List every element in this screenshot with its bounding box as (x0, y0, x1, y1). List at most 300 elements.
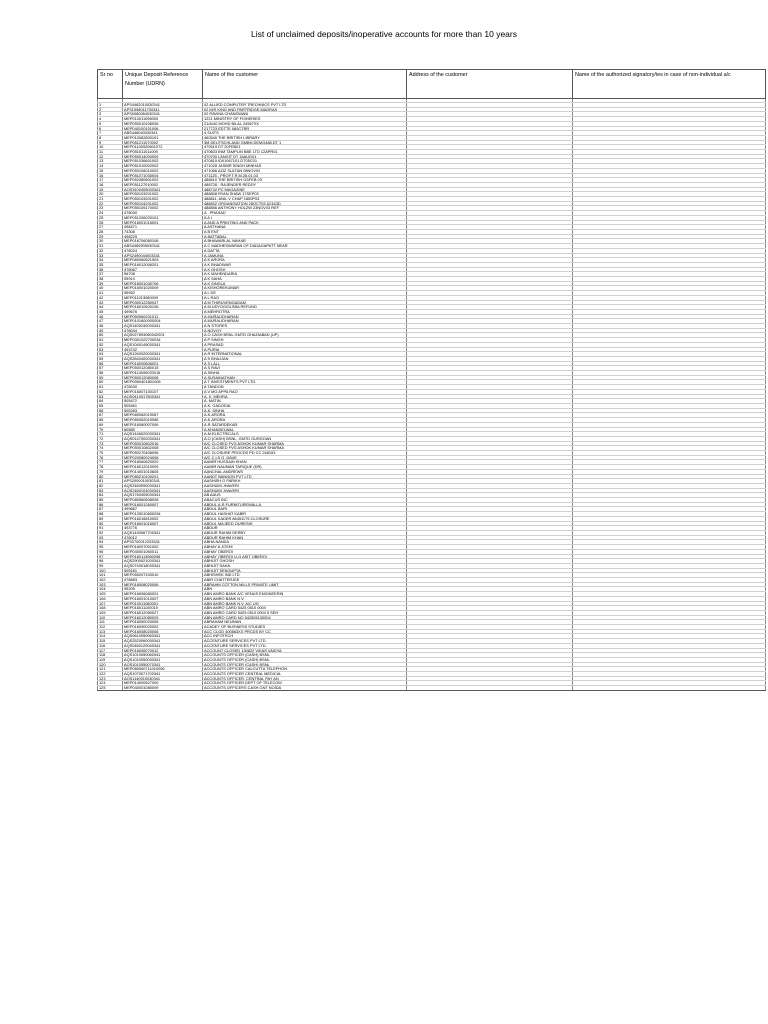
customer-name-cell: 488610 THE BRITISH OSFEB 03 (203, 178, 407, 183)
sr-no-cell: 68 (98, 418, 123, 423)
customer-name-cell: A S RAVI (203, 366, 407, 371)
customer-name-cell: ABDUL KADER 86451179-CLOSURE (203, 516, 407, 521)
udrn-cell: MEP016012080029 (123, 615, 203, 620)
customer-name-cell: AAMIR NAUMAN TARIQUE (DR) (203, 465, 407, 470)
udrn-cell: MEP016011100019 (123, 606, 203, 611)
sr-no-cell: 60 (98, 380, 123, 385)
customer-name-cell: ACCENTURE SERVICES PVT LTD. (203, 639, 407, 644)
udrn-cell: AQS2840400030341 (123, 356, 203, 361)
sr-no-cell: 31 (98, 244, 123, 249)
sr-no-cell: 96 (98, 549, 123, 554)
sr-no-cell: 123 (98, 676, 123, 681)
udrn-cell: MEP014001010605 (123, 469, 203, 474)
udrn-cell: MEP016007001002 (123, 545, 203, 550)
customer-name-cell: ABDUL MAJEED QURESHI (203, 521, 407, 526)
customer-name-cell: ACCOUNTS OFFICERS CASH GNT NOIDA (203, 686, 407, 691)
udrn-cell: 505181 (123, 568, 203, 573)
udrn-cell: MEP0114090020016 (123, 371, 203, 376)
udrn-cell: MEP051011011009 (123, 150, 203, 155)
customer-name-cell: 471066 AZIZ SULTAN 08NOV02 (203, 168, 407, 173)
customer-name-cell: A L DE (203, 291, 407, 296)
sr-no-cell: 56 (98, 361, 123, 366)
sr-no-cell: 121 (98, 667, 123, 672)
sr-no-cell: 79 (98, 469, 123, 474)
sr-no-cell: 20 (98, 192, 123, 197)
udrn-cell: MEP016008020006 (123, 582, 203, 587)
customer-name-cell: ABHIJIT GHOSH (203, 559, 407, 564)
sr-no-cell: 90 (98, 521, 123, 526)
customer-name-cell: A P SINGH (203, 338, 407, 343)
customer-name-cell: ABHAY OBEROI U-G ASIT OBEROI (203, 554, 407, 559)
udrn-cell: MEP016001260007 (123, 502, 203, 507)
sr-no-cell: 45 (98, 309, 123, 314)
customer-name-cell: A KISHOREKUMAR (203, 286, 407, 291)
customer-name-cell: 3M DEUTSCHLAND GMBH,DEMG488,DT 1 (203, 140, 407, 145)
customer-name-cell: A MEHROTRA (203, 309, 407, 314)
udrn-cell: 505283 (123, 408, 203, 413)
customer-name-cell: A R INTERNATIONAL (203, 352, 407, 357)
sr-no-cell: 101 (98, 573, 123, 578)
sr-no-cell: 22 (98, 201, 123, 206)
customer-name-cell: A K BHADWAR (203, 262, 407, 267)
udrn-cell: AQS027893060042001 (123, 333, 203, 338)
udrn-cell: 493742 (123, 347, 203, 352)
sr-no-cell: 67 (98, 413, 123, 418)
customer-name-cell: 488811, ANIL V CHAP 1850P03 (203, 197, 407, 202)
customer-name-cell: ABDUL BARI (203, 507, 407, 512)
customer-name-cell: ABN AMRO CARD 5425 0510 0004 (203, 606, 407, 611)
customer-name-cell: ACCOUNTS OFFICER, CENTRAL PAY AN (203, 676, 407, 681)
customer-name-cell: 471125 - PROF.T.R.M.26.01.03 (203, 173, 407, 178)
customer-name-cell: A M THIRUVENGADAM (203, 300, 407, 305)
udrn-cell: AQS0147002030341 (123, 436, 203, 441)
udrn-cell: MEP030012280047 (123, 300, 203, 305)
sr-no-cell: 107 (98, 601, 123, 606)
sr-no-cell: 12 (98, 154, 123, 159)
sr-no-cell: 30 (98, 239, 123, 244)
sr-no-cell: 89 (98, 516, 123, 521)
udrn-cell: AQS1140010030341 (123, 676, 203, 681)
customer-name-cell: 21/A/40 MOHD BILAL 24567XX (203, 121, 407, 126)
udrn-cell: MEP040100101006 (123, 126, 203, 131)
table-header-row (98, 70, 766, 99)
udrn-cell: AQS2900021030341 (123, 559, 203, 564)
udrn-cell: AQS1260020030341 (123, 352, 203, 357)
customer-name-cell: ACADEY OF BUSINESS STUDIES (203, 625, 407, 630)
sr-no-cell: 93 (98, 535, 123, 540)
udrn-cell: MEP050012080008 (123, 375, 203, 380)
header-authorized-signatory: Name of the authorized signatory/ies in case of non-individual a/c (573, 70, 766, 99)
sr-no-cell: 99 (98, 563, 123, 568)
sr-no-cell: 3 (98, 112, 123, 117)
sr-no-cell: 43 (98, 300, 123, 305)
udrn-cell: MEP050014000009 (123, 154, 203, 159)
customer-name-cell: AANCHAL ANDREWS (203, 469, 407, 474)
udrn-cell: MEP0160113060006 (123, 554, 203, 559)
udrn-cell: MEP051036601002 (123, 159, 203, 164)
customer-name-cell: ACCENTURE SERVICES PVT LTD. (203, 643, 407, 648)
udrn-cell: MEP0301022700034 (123, 338, 203, 343)
customer-name-cell: ABRAHAM NEUMAN (203, 620, 407, 625)
sr-no-cell: 122 (98, 672, 123, 677)
udrn-cell: MEP050105170002 (123, 206, 203, 211)
customer-name-cell: 217723 EDTTE 060CTRR (203, 126, 407, 131)
sr-no-cell: 92 (98, 530, 123, 535)
udrn-cell: MEP020080024008 (123, 455, 203, 460)
sr-no-cell: 108 (98, 606, 123, 611)
sr-no-cell: 113 (98, 629, 123, 634)
customer-name-cell: A K MAHENDARIA (203, 272, 407, 277)
customer-name-cell: ABN AMRO CARD 5425 0510 0004 5 SEH (203, 610, 407, 615)
customer-name-cell: ABN AMRO BANK N.V. A/C UG (203, 601, 407, 606)
udrn-cell: 478030 (123, 385, 203, 390)
udrn-cell: MEP016090020002 (123, 625, 203, 630)
customer-name-cell: 470519 DT 20FEB01 (203, 145, 407, 150)
sr-no-cell: 2 (98, 107, 123, 112)
udrn-cell: AQS1446020030341 (123, 432, 203, 437)
sr-no-cell: 97 (98, 554, 123, 559)
customer-name-cell: ABIR CHATTERJEE (203, 578, 407, 583)
udrn-cell: AQS1010050070341 (123, 662, 203, 667)
udrn-cell: MEP016001020009 (123, 286, 203, 291)
customer-name-cell: 471028 JASBIR SINGH MINHAS (203, 164, 407, 169)
udrn-cell: 493776 (123, 526, 203, 531)
customer-name-cell: A NOVOY (203, 328, 407, 333)
customer-name-cell: 470603 INM TAMPLIN BBE LTD 12APR01 (203, 150, 407, 155)
customer-name-cell: 02 RAVINA CHANDWANI (203, 112, 407, 117)
udrn-cell: MEP080062019086 (123, 418, 203, 423)
sr-no-cell: 77 (98, 460, 123, 465)
sr-no-cell: 32 (98, 248, 123, 253)
sr-no-cell: 24 (98, 211, 123, 216)
udrn-cell: APS0080064030341 (123, 112, 203, 117)
sr-no-cell: 70 (98, 427, 123, 432)
sr-no-cell: 98 (98, 559, 123, 564)
udrn-cell: MEP080060621903 (123, 258, 203, 263)
customer-name-cell: A/C CLOSURE PROCDS PD CC 248153 (203, 451, 407, 456)
udrn-cell: MEP080060711010006 (123, 667, 203, 672)
customer-name-cell: A A I (203, 215, 407, 220)
sr-no-cell: 39 (98, 281, 123, 286)
customer-name-cell: A.M.ELECTRICALS (203, 432, 407, 437)
customer-name-cell: AB AAUS (203, 493, 407, 498)
customer-name-cell: ABHIJIT SENGUPTA (203, 568, 407, 573)
udrn-cell: APS4462010030341 (123, 103, 203, 108)
udrn-cell: AQS1040149030341 (123, 342, 203, 347)
customer-name-cell: A M UDYOG/SLSBA REFUND (203, 305, 407, 310)
customer-name-cell: ACCOUNTS OFFICER CALCUTTA TELEPHON (203, 667, 407, 672)
customer-name-cell: ABDUR (203, 526, 407, 531)
udrn-cell: MEP016001040706 (123, 281, 203, 286)
sr-no-cell: 71 (98, 432, 123, 437)
customer-name-cell: A/C CLOSED FVG ASHOK KUMAR SHARMA (203, 441, 407, 446)
sr-no-cell: 74 (98, 446, 123, 451)
sr-no-cell: 1 (98, 103, 123, 108)
sr-no-cell: 49 (98, 328, 123, 333)
sr-no-cell: 53 (98, 347, 123, 352)
customer-name-cell: 02 M/S KING AND PARTRIDGE,MADRAS (203, 107, 407, 112)
udrn-cell: AQS0740018030341 (123, 563, 203, 568)
customer-name-cell: ABN AMRO BANK A/C VENUS ENGINEERIN (203, 592, 407, 597)
udrn-cell: MEP016050020005 (123, 620, 203, 625)
udrn-cell: MEP016706080106 (123, 239, 203, 244)
customer-name-cell: 02 ALLIED COMPUTER TRECHNICS PVT LTD (203, 103, 407, 108)
sr-no-cell: 42 (98, 295, 123, 300)
udrn-cell: MEP016012010009 (123, 465, 203, 470)
udrn-cell: MEP016010620106 (123, 305, 203, 310)
customer-name-cell: A T INVESTMENTS PVT LTD. (203, 380, 407, 385)
udrn-cell: AQS3100405030341 (123, 187, 203, 192)
sr-no-cell: 5 (98, 121, 123, 126)
sr-no-cell: 80 (98, 474, 123, 479)
sr-no-cell: 29 (98, 234, 123, 239)
sr-no-cell: 78 (98, 465, 123, 470)
sr-no-cell: 83 (98, 488, 123, 493)
customer-name-cell: ABN AMRO CARD NO 542505130004 (203, 615, 407, 620)
udrn-cell: MEP050010802016 (123, 441, 203, 446)
customer-name-cell: ABHA NANDA (203, 540, 407, 545)
customer-name-cell: A TANDON (203, 385, 407, 390)
customer-name-cell: ABHIJIT SAHA (203, 563, 407, 568)
address-cell (407, 686, 573, 691)
sr-no-cell: 115 (98, 639, 123, 644)
sr-no-cell: 86 (98, 502, 123, 507)
udrn-cell: MEP052080601002 (123, 178, 203, 183)
udrn-cell: AQS1010050060341 (123, 653, 203, 658)
sr-no-cell: 55 (98, 356, 123, 361)
customer-name-cell: A AND A PRINTING AND PACK (203, 220, 407, 225)
udrn-cell: MEP080210100201 (123, 474, 203, 479)
sr-no-cell: 73 (98, 441, 123, 446)
table-row (98, 686, 766, 691)
customer-name-cell: A SUSAINATHAN (203, 375, 407, 380)
customer-name-cell: AASHUMI JHAVERI (203, 483, 407, 488)
udrn-cell: 60585 (123, 427, 203, 432)
customer-name-cell: ABHAY A JOSHI (203, 545, 407, 550)
udrn-cell: 95952 (123, 291, 203, 296)
sr-no-cell: 69 (98, 422, 123, 427)
udrn-cell: AQS1010050030341 (123, 657, 203, 662)
customer-name-cell: ABDUR RAHIM KHAN (203, 535, 407, 540)
sr-no-cell: 61 (98, 385, 123, 390)
udrn-cell: 478012 (123, 535, 203, 540)
sr-no-cell: 41 (98, 291, 123, 296)
customer-name-cell: ABDUL.A.R.FURNITUREWALLA (203, 502, 407, 507)
sr-no-cell: 46 (98, 314, 123, 319)
sr-no-cell: 38 (98, 277, 123, 282)
sr-no-cell: 44 (98, 305, 123, 310)
udrn-cell: 478067 (123, 267, 203, 272)
sr-no-cell: 33 (98, 253, 123, 258)
customer-name-cell: ACCOUNT CLOSED 130822 VIKAS VAIDYA (203, 648, 407, 653)
sr-no-cell: 6 (98, 126, 123, 131)
udrn-cell: MEP050270406096 (123, 451, 203, 456)
customer-name-cell: A DATTA (203, 248, 407, 253)
udrn-cell: MEP051211070002 (123, 140, 203, 145)
customer-name-cell: ABACUS INC (203, 498, 407, 503)
customer-name-cell: ACCOUNTS OFFICER (CASH) BSNL (203, 662, 407, 667)
sr-no-cell: 66 (98, 408, 123, 413)
page-title: List of unclaimed deposits/inoperative accounts for more than 10 years (250, 29, 517, 39)
udrn-cell: 498229 (123, 234, 203, 239)
udrn-cell: AQS0610050060341 (123, 634, 203, 639)
sr-no-cell: 87 (98, 507, 123, 512)
customer-name-cell: A C MADHESWARAN OF DADAGAPATT NEAR (203, 244, 407, 249)
unclaimed-deposits-table (97, 69, 766, 691)
udrn-cell: 96708 (123, 272, 203, 277)
udrn-cell: MEP010011096000 (123, 117, 203, 122)
customer-name-cell: AAMIR HUSSAIN KHAN (203, 460, 407, 465)
udrn-cell: AQS1070071700341 (123, 672, 203, 677)
sr-no-cell: 63 (98, 394, 123, 399)
sr-no-cell: 105 (98, 592, 123, 597)
sr-no-cell: 95 (98, 545, 123, 550)
customer-name-cell: A/C C.LS G .DAVE (203, 455, 407, 460)
udrn-cell: MEP050103201002 (123, 197, 203, 202)
udrn-cell: 499676 (123, 309, 203, 314)
sr-no-cell: 15 (98, 168, 123, 173)
customer-name-cell: A. MATIN (203, 399, 407, 404)
udrn-cell: MEP050207100010 (123, 573, 203, 578)
sr-no-cell: 9 (98, 140, 123, 145)
customer-name-cell: A S BHAJJAN (203, 356, 407, 361)
customer-name-cell: 470815 ID01067101 DT05C01 (203, 159, 407, 164)
sr-no-cell: 64 (98, 399, 123, 404)
customer-name-cell: A K SAHA (203, 277, 407, 282)
sr-no-cell: 91 (98, 526, 123, 531)
udrn-cell: MEP051071030004 (123, 173, 203, 178)
udrn-cell: APS1998011700341 (123, 107, 203, 112)
customer-name-cell: A MURALIDHARAN (203, 319, 407, 324)
sr-no-cell: 40 (98, 286, 123, 291)
udrn-cell: MEP0125010600034 (123, 512, 203, 517)
customer-name-cell: A O CASH BSNL GMTD GHAZIABAD (UP) (203, 333, 407, 338)
customer-name-cell: 488742 PC MAGAZINE (203, 187, 407, 192)
customer-name-cell: ABN AMRO BANK N.V. (203, 596, 407, 601)
udrn-cell: MEP050060201011 (123, 314, 203, 319)
header-customer-address: Address of the customer (407, 70, 573, 99)
sr-no-cell: 72 (98, 436, 123, 441)
customer-name-cell: A BHAWARLAL NAHAR (203, 239, 407, 244)
customer-name-cell: A.K. SINHA (203, 408, 407, 413)
sr-no-cell: 62 (98, 389, 123, 394)
udrn-cell: AQS2520060030341 (123, 639, 203, 644)
customer-name-cell: A B ENT (203, 229, 407, 234)
sr-no-cell: 111 (98, 620, 123, 625)
customer-name-cell: A ASTHANA (203, 225, 407, 230)
sr-no-cell: 10 (98, 145, 123, 150)
customer-name-cell: ACC INFOTECH (203, 634, 407, 639)
customer-name-cell: ABDUL HASHAT KABIR (203, 512, 407, 517)
customer-name-cell: AASHUMI JHAVERI (203, 488, 407, 493)
udrn-cell: MEP016000806001 (123, 361, 203, 366)
sr-no-cell: 37 (98, 272, 123, 277)
customer-name-cell: A.KHANDELWAL (203, 427, 407, 432)
sr-no-cell: 125 (98, 686, 123, 691)
udrn-cell: MEP050012080015 (123, 366, 203, 371)
customer-name-cell: A.K.ARORA (203, 418, 407, 423)
customer-name-cell: A N STORES (203, 324, 407, 329)
sr-no-cell: 75 (98, 451, 123, 456)
udrn-cell: MEP051010002002 (123, 164, 203, 169)
udrn-cell: MEP016060620020 (123, 460, 203, 465)
udrn-cell: AQS2460090030341 (123, 483, 203, 488)
udrn-cell: MEP010082800101 (123, 135, 203, 140)
udrn-cell: 478683 (123, 578, 203, 583)
sr-no-cell: 104 (98, 587, 123, 592)
customer-name-cell: A L RAO (203, 295, 407, 300)
udrn-cell: 505472 (123, 399, 203, 404)
udrn-cell: MEP016060007006 (123, 422, 203, 427)
udrn-cell: MEP011013080009 (123, 295, 203, 300)
customer-name-cell: A K SINGLA (203, 281, 407, 286)
sr-no-cell: 51 (98, 338, 123, 343)
sr-no-cell: 109 (98, 610, 123, 615)
udrn-cell: MEP01100920601072 (123, 145, 203, 150)
sr-no-cell: 116 (98, 643, 123, 648)
customer-name-cell: AASHISH G PARIKH (203, 479, 407, 484)
udrn-cell: MEP016001016001 (123, 220, 203, 225)
customer-name-cell: ABRAHM COTTON MILLS PRIVATE LIMIT (203, 582, 407, 587)
customer-name-cell: 460540 THE BRITISH LIBRARY (203, 135, 407, 140)
customer-name-cell: ABHISHEK IND LTD (203, 573, 407, 578)
sr-no-cell: 11 (98, 150, 123, 155)
udrn-cell: MEP040001060011 (123, 549, 203, 554)
sr-no-cell: 8 (98, 135, 123, 140)
sr-no-cell: 7 (98, 131, 123, 136)
customer-name-cell: ACCOUNTS OFFICER,DEPT OF TELECOM (203, 681, 407, 686)
customer-name-cell: A . PRASAD (203, 211, 407, 216)
header-customer-name: Name of the customer (203, 70, 407, 99)
sr-no-cell: 112 (98, 625, 123, 630)
udrn-cell: AQS1400240030341 (123, 324, 203, 329)
customer-name-cell: A K ARORA (203, 258, 407, 263)
udrn-cell: MEP016016810002 (123, 516, 203, 521)
udrn-cell: 478044 (123, 328, 203, 333)
sr-no-cell: 4 (98, 117, 123, 122)
sr-no-cell: 35 (98, 262, 123, 267)
udrn-cell: AQS0460120040341 (123, 643, 203, 648)
customer-name-cell: ACCOUNTS OFFICER (CASH) BSNL (203, 653, 407, 658)
sr-no-cell: 81 (98, 479, 123, 484)
customer-name-cell: A BATTABAL (203, 234, 407, 239)
customer-name-cell: 4 SUITS (203, 131, 407, 136)
sr-no-cell: 76 (98, 455, 123, 460)
udrn-cell: MEP051127010002 (123, 182, 203, 187)
udrn-cell: ABS446040030341 (123, 131, 203, 136)
sr-no-cell: 50 (98, 333, 123, 338)
udrn-cell: 478030 (123, 211, 203, 216)
sr-no-cell: 34 (98, 258, 123, 263)
sr-no-cell: 102 (98, 578, 123, 583)
customer-name-cell: A. K. MEHRA (203, 394, 407, 399)
udrn-cell: MEP050106010002 (123, 168, 203, 173)
udrn-cell: MEP016012080027 (123, 610, 203, 615)
udrn-cell: APS2490044003341 (123, 253, 203, 258)
sr-no-cell: 17 (98, 178, 123, 183)
sr-no-cell: 21 (98, 197, 123, 202)
customer-name-cell: 488808 RYAN SHAW 17SEP03 (203, 192, 407, 197)
udrn-cell: AQS2460104030341 (123, 488, 203, 493)
customer-name-cell: A JAMUNA (203, 253, 407, 258)
sr-no-cell: 18 (98, 182, 123, 187)
customer-name-cell: 488832 ORGANISATION 28OCT03 &2163D (203, 201, 407, 206)
sr-no-cell: 48 (98, 324, 123, 329)
udrn-cell: MEP016007100107 (123, 389, 203, 394)
sr-no-cell: 19 (98, 187, 123, 192)
customer-name-cell: 1221 MINISTRY OF FISHERIES (203, 117, 407, 122)
table-body (98, 99, 766, 691)
